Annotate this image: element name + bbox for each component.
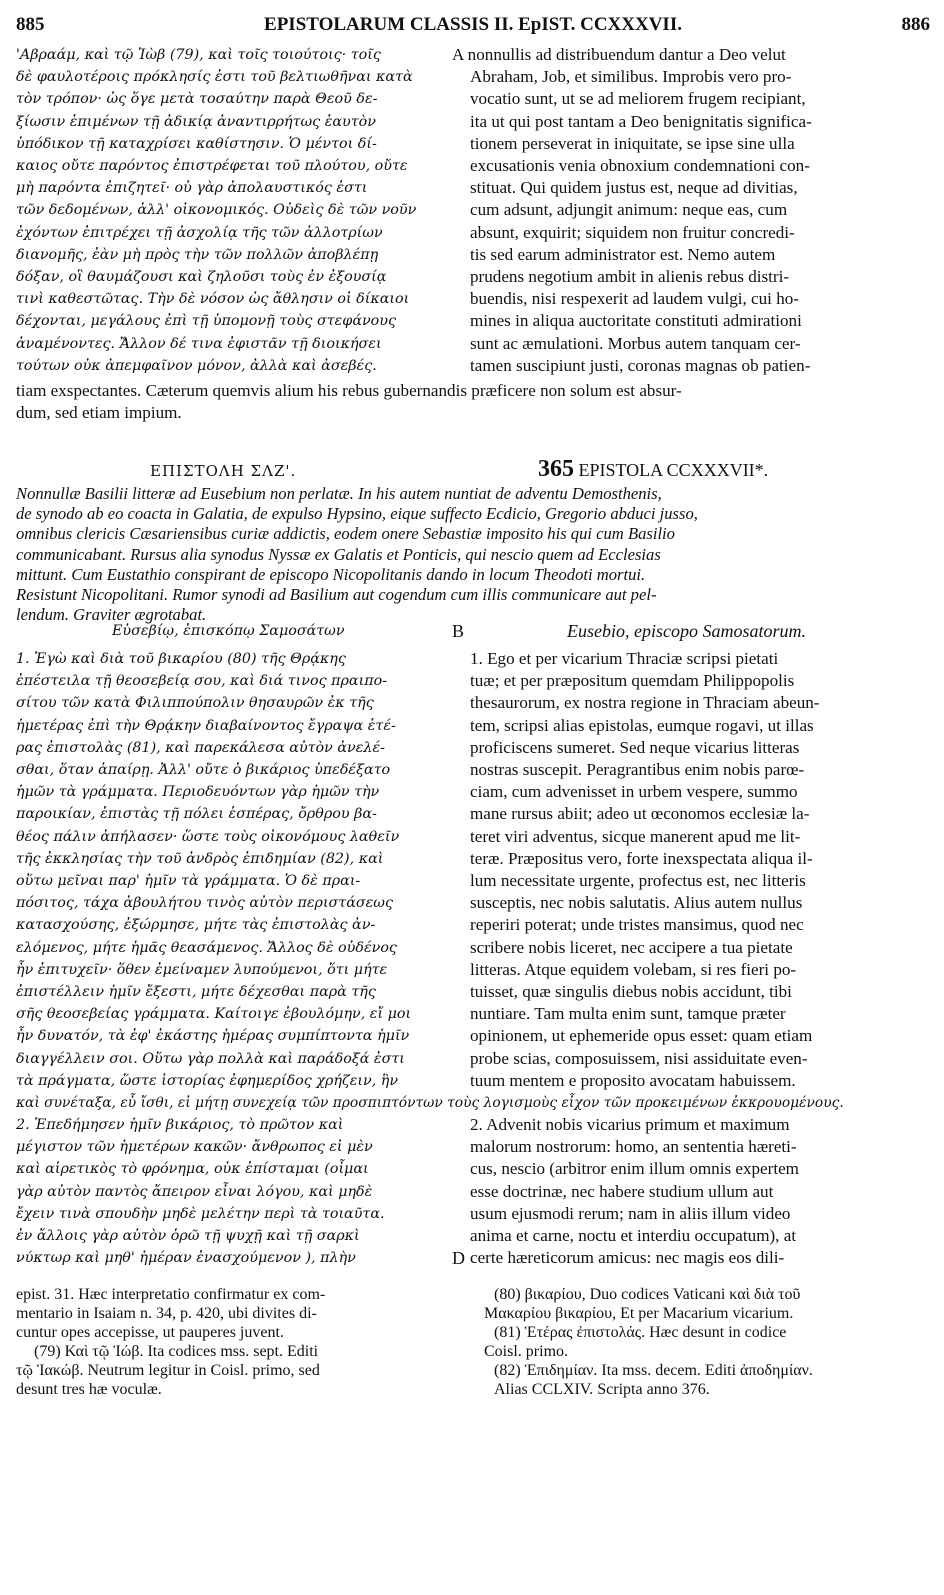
footnote-line: (81) Ἑτέρας ἐπιστολάς. Hæc desunt in codice <box>494 1324 787 1341</box>
summary-line: communicabant. Rursus alia synodus Nyssæ ex Galatis et Ponticis, qui nescio quem ad Ecclesias <box>16 544 661 564</box>
top-full-width-text <box>16 380 931 424</box>
greek-line: ελόμενος, μήτε ἡμᾶς θεασάμενος. Ἄλλος δὲ οὐδένος <box>16 939 397 956</box>
latin-line: tuum mentem e proposito avocatam habuissem. <box>470 1070 796 1090</box>
latin-line: certe hæreticorum amicus: nec magis eos dili- <box>470 1248 785 1268</box>
latin-line: tamen suscipiunt justi, coronas magnas ob patien- <box>470 355 811 375</box>
latin-line: tis sed earum administrator est. Nemo autem <box>470 244 776 264</box>
greek-line: ἐπέστειλα τῇ θεοσεβείᾳ σου, καὶ διά τινος πραιπο- <box>16 673 388 690</box>
latin-line: reperiri poterat; unde tristes mansimus, quod nec <box>470 915 804 935</box>
footnote-line: τῷ Ἰακώβ. Neutrum legitur in Coisl. primo, sed <box>16 1362 320 1379</box>
latin-line: lum necessitate urgente, profectus est, nec litteris <box>470 871 806 891</box>
greek-line: τούτων οὐκ ἀπεμφαῖνον μόνον, ἀλλὰ καὶ ἀσεβές. <box>16 357 377 374</box>
greek-line: οὕτω μεῖναι παρ' ἡμῖν τὰ γράμματα. Ὁ δὲ πραι- <box>16 873 361 890</box>
latin-line: tem, scripsi alias epistolas, eumque rogavi, ut illas <box>470 715 814 735</box>
latin-line: mane rursus abiit; adeo ut œconomos ecclesiæ la- <box>470 804 810 824</box>
latin-line: tuæ; et per præpositum quemdam Philippopolis <box>470 671 795 691</box>
greek-line: σθαι, ὅταν ἀπαίρῃ. Ἀλλ' οὔτε ὁ βικάριος ὑπεδέξατο <box>16 762 391 779</box>
latin-letter-title <box>538 456 768 483</box>
latin-line: esse doctrinæ, nec habere studium ullum aut <box>470 1181 774 1201</box>
body-greek-column-2 <box>16 1114 458 1269</box>
latin-address: Eusebio, episcopo Samosatorum. <box>567 621 806 641</box>
greek-line: τινὶ καθεστῶτας. Τὴν δὲ νόσον ὡς ἄθλησιν οἱ δίκαιοι <box>16 291 410 308</box>
margin-marker-d: D <box>452 1248 465 1268</box>
footnotes-left <box>16 1285 456 1399</box>
greek-line: ρας ἐπιστολὰς (81), καὶ παρεκάλεσα αὐτὸν ἀνελέ- <box>16 739 385 756</box>
footnote-line: Coisl. primo. <box>484 1343 569 1360</box>
latin-line: tiam exspectantes. Cæterum quemvis alium his rebus gubernandis præficere non solum est absur- <box>16 381 682 400</box>
greek-line: ἐχόντων ἐπιτρέχει τῇ ἀσχολίᾳ τῆς τῶν ἀλλοτρίων <box>16 224 383 241</box>
latin-line: dum, sed etiam impium. <box>16 403 182 422</box>
latin-line: buendis, nisi respexerit ad laudem vulgi, cui ho- <box>470 289 799 309</box>
body-latin-column-2 <box>470 1114 930 1269</box>
latin-line: teræ. Præpositus vero, forte inexspectata aliqua il- <box>470 848 813 868</box>
latin-line: litteras. Atque equidem volebam, si res fieri po- <box>470 959 797 979</box>
footnote-line: desunt tres hæ voculæ. <box>16 1381 162 1398</box>
greek-line: παροικίαν, ἐπιστὰς τῇ πόλει ἑσπέρας, ὄρθρου βα- <box>16 806 377 823</box>
summary-line: Resistunt Nicopolitani. Rumor synodi ad Basilium aut cogendum cum illis communicare aut pel- <box>16 585 657 605</box>
greek-line: μέγιστον τῶν ἡμετέρων κακῶν· ἄνθρωπος εἰ μὲν <box>16 1139 373 1156</box>
greek-line: νύκτωρ καὶ μηθ' ἡμέραν ἐνασχούμενον ), πλὴν <box>16 1250 356 1267</box>
greek-line: καὶ αἱρετικὸς τὸ φρόνημα, οὐκ ἐπίσταμαι (οἶμαι <box>16 1161 369 1178</box>
page-number-left: 885 <box>16 14 45 35</box>
margin-marker-b: B <box>452 621 465 641</box>
latin-line: 2. Advenit nobis vicarius primum et maximum <box>470 1115 790 1134</box>
summary-line: omnibus clericis Cæsariensibus curiæ addictis, eodem onere Sebastiæ imposito his qui cum Basilio <box>16 524 675 544</box>
column-number: 365 <box>538 456 574 482</box>
summary-line: lendum. Graviter ægrotabat. <box>16 605 207 625</box>
latin-line: tuisset, quæ singulis diebus nobis accidunt, tibi <box>470 982 792 1002</box>
latin-line: stituat. Qui quidem justus est, neque ad divitias, <box>470 178 798 198</box>
summary-line: de synodo ab eo coacta in Galatia, de expulso Hypsino, eique suffecto Ecdicio, Gregorio abduci jusso, <box>16 504 698 524</box>
greek-line: σῆς θεοσεβείας γράμματα. Καίτοιγε ἐβουλόμην, εἴ μοι <box>16 1006 412 1023</box>
latin-line: malorum nostrorum: homo, an sententia hæreti- <box>470 1137 797 1157</box>
footnote-line: (80) βικαρίου, Duo codices Vaticani καὶ διὰ τοῦ <box>494 1286 801 1303</box>
greek-line: σίτου τῶν κατὰ Φιλιππούπολιν θησαυρῶν ἐκ τῆς <box>16 695 374 712</box>
greek-line: 1. Ἐγὼ καὶ διὰ τοῦ βικαρίου (80) τῆς Θρᾴκης <box>16 651 346 667</box>
greek-line: τῶν δεδομένων, ἀλλ' οἰκονομικός. Οὐδεὶς δὲ τῶν νοῦν <box>16 202 417 219</box>
greek-line: 'Αβραάμ, καὶ τῷ Ἰὼβ (79), καὶ τοῖς τοιούτοις· τοῖς <box>16 47 381 63</box>
greek-line: κατασχούσης, ἐξώρμησε, μήτε τὰς ἐπιστολὰς ἀν- <box>16 917 376 934</box>
greek-line: ξίωσιν ἐπιμένων τῇ ἀδικίᾳ ἀναντιρρήτως ἑαυτὸν <box>16 113 376 130</box>
latin-line: A nonnullis ad distribuendum dantur a Deo velut <box>452 45 786 64</box>
greek-line: διαγγέλλειν σοι. Οὕτω γὰρ πολλὰ καὶ παράδοξά ἐστι <box>16 1050 405 1067</box>
latin-title-text: EPISTOLA CCXXXVII*. <box>578 460 769 480</box>
greek-line: γὰρ αὐτὸν παντὸς ἄπειρον εἶναι λόγου, καὶ μηδὲ <box>16 1183 373 1200</box>
latin-line: probe scias, composuissem, nisi assiduitate even- <box>470 1048 808 1068</box>
greek-line: τῆς ἐκκλησίας τὴν τοῦ ἀνδρὸς ἐπιδημίαν (82), καὶ <box>16 850 384 867</box>
greek-line: ἔχειν τινὰ σπουδὴν μηδὲ μελέτην περὶ τὰ τοιαῦτα. <box>16 1205 385 1222</box>
page-number-right: 886 <box>901 14 930 35</box>
top-greek-column <box>16 44 458 377</box>
latin-line: nuntiare. Tam multa enim sunt, tamque præter <box>470 1004 786 1024</box>
latin-line: susceptis, nec nobis salutatis. Alius autem nullus <box>470 893 803 913</box>
summary-line: mittunt. Cum Eustathio conspirant de episcopo Nicopolitanis dando in locum Theodoti mortui. <box>16 564 646 584</box>
latin-line: teret viri adventus, sicque manerent apud me lit- <box>470 826 801 846</box>
latin-line: thesaurorum, ex nostra regione in Thraciam abeun- <box>470 693 820 713</box>
latin-line: cus, nescio (arbitror enim illum omnis expertem <box>470 1159 799 1179</box>
body-greek-column <box>16 648 458 1092</box>
running-title: EPISTOLARUM CLASSIS II. EpIST. CCXXXVII. <box>264 14 682 35</box>
latin-line: ciam, cum advenisset in urbem vespere, summo <box>470 782 798 802</box>
greek-wide-line <box>16 1092 931 1114</box>
latin-line: scribere nobis liceret, nec accipere a tua pietate <box>470 937 793 957</box>
letter-summary <box>16 484 931 625</box>
latin-line: proficiscens sumeret. Sed neque vicarius litteras <box>470 737 800 757</box>
greek-line: δέχονται, μεγάλους ἐπὶ τῇ ὑπομονῇ τοὺς στεφάνους <box>16 313 396 330</box>
footnote-line: Μακαρίου βικαρίου, Et per Macarium vicarium. <box>484 1305 794 1322</box>
latin-line: nostras suscepit. Peragrantibus enim nobis parœ- <box>470 760 805 780</box>
latin-line: absunt, exquirit; siquidem non fruitur concredi- <box>470 222 795 242</box>
body-latin-column <box>470 648 930 1092</box>
greek-line: ἐπιστέλλειν ἡμῖν ἔξεστι, μήτε δέχεσθαι παρὰ τῆς <box>16 984 376 1001</box>
greek-line: τὰ πράγματα, ὥστε ἱστορίας ἐφημερίδος χρήζειν, ἣν <box>16 1072 399 1089</box>
greek-line: ἡμετέρας ἐπὶ τὴν Θρᾴκην διαβαίνοντος ἔγραψα ἑτέ- <box>16 717 396 734</box>
latin-line: cum adsunt, adjungit animum: neque eas, cum <box>470 200 788 220</box>
greek-line: ἀναμένοντες. Ἄλλον δέ τινα ἐφιστᾶν τῇ διοικήσει <box>16 335 382 352</box>
latin-line: usum ejusmodi rerum; nam in aliis illum video <box>470 1203 791 1223</box>
greek-line: ἦν ἐπιτυχεῖν· ὅθεν ἐμείναμεν λυπούμενοι, ὅτι μήτε <box>16 961 388 978</box>
greek-line: θέος πάλιν ἀπήλασεν· ὥστε τοὺς οἰκονόμους λαθεῖν <box>16 828 400 845</box>
latin-line: Abraham, Job, et similibus. Improbis vero pro- <box>470 67 792 87</box>
latin-line: ita ut qui post tantam a Deo benignitatis significa- <box>470 111 812 131</box>
latin-line: excusationis venia obnoxium condemnationi con- <box>470 156 810 176</box>
footnotes-right <box>484 1285 930 1399</box>
footnote-line: mentario in Isaiam n. 34, p. 420, ubi divites di- <box>16 1305 317 1322</box>
greek-line: ἦν δυνατόν, τὰ ἐφ' ἑκάστης ἡμέρας συμπίπτοντα ἡμῖν <box>16 1028 410 1045</box>
greek-line: τὸν τρόπον· ὡς ὅγε μετὰ τοσαύτην παρὰ Θεοῦ δε- <box>16 91 378 108</box>
greek-line: ἡμῶν τὰ γράμματα. Περιοδευόντων γὰρ ἡμῶν τὴν <box>16 784 380 801</box>
latin-line: opinionem, ut ephemeride opus esset: quam etiam <box>470 1026 813 1046</box>
greek-line: καιος οὔτε παρόντος ἐπιστρέφεται τοῦ πλούτου, οὔτε <box>16 158 408 175</box>
page-header <box>16 14 930 40</box>
greek-address: Εὐσεβίῳ, ἐπισκόπῳ Σαμοσάτων <box>112 623 345 639</box>
footnote-line: cuntur opes accepisse, ut pauperes juvent. <box>16 1324 284 1341</box>
greek-line: δόξαν, οἳ θαυμάζουσι καὶ ζηλοῦσι τοὺς ἐν ἐξουσίᾳ <box>16 269 387 286</box>
latin-line: 1. Ego et per vicarium Thraciæ scripsi pietati <box>470 649 779 668</box>
greek-line: ἐν ἄλλοις γὰρ αὐτὸν ὁρῶ τῇ ψυχῇ καὶ τῇ σαρκὶ <box>16 1228 360 1245</box>
greek-line: ὑπόδικον τῇ καταχρίσει καθίστησιν. Ὁ μέντοι δί- <box>16 135 377 152</box>
latin-line: tionem perseverat in iniquitate, se ipse sine ulla <box>470 133 795 153</box>
greek-line: 2. Ἐπεδήμησεν ἡμῖν βικάριος, τὸ πρῶτον καὶ <box>16 1117 344 1133</box>
summary-line: Nonnullæ Basilii litteræ ad Eusebium non perlatæ. In his autem nuntiat de adventu Demosthenis, <box>16 484 662 503</box>
latin-line: sunt ac æmulationi. Morbus autem tanquam cer- <box>470 333 801 353</box>
footnote-line: (79) Καὶ τῷ Ἰώβ. Ita codices mss. sept. Editi <box>34 1343 319 1360</box>
latin-line: prudens negotium ambit in alienis rebus distri- <box>470 267 790 287</box>
greek-line: δὲ φαυλοτέροις πρόκλησίς ἐστι τοῦ βελτιωθῆναι κατὰ <box>16 69 413 86</box>
footnote-line: Alias CCLXIV. Scripta anno 376. <box>494 1381 710 1398</box>
top-latin-column <box>452 44 930 377</box>
greek-line: καὶ συνέταξα, εὖ ἴσθι, εἰ μήτῃ συνεχείᾳ τῶν προσπιπτόντων τοὺς λογισμοὺς εἶχον τῶν προκειμένων ἐκκρουομένους. <box>16 1095 844 1111</box>
greek-line: πόσιτος, τάχα ἀβουλήτου τινὸς αὐτὸν περιστάσεως <box>16 895 393 912</box>
greek-line: διανομῆς, ἐὰν μὴ πρὸς τὴν τῶν πολλῶν ἀποβλέπῃ <box>16 246 379 263</box>
greek-letter-title: ΕΠΙΣΤΟΛΗ ΣΛΖ'. <box>150 462 297 480</box>
greek-line: μὴ παρόντα ἐπιζητεῖ· οὐ γὰρ ἀπολαυστικός ἐστι <box>16 180 368 197</box>
footnote-line: (82) Ἐπιδημίαν. Ita mss. decem. Editi ἀποδημίαν. <box>494 1362 813 1379</box>
latin-line: mines in aliqua auctoritate constituti admirationi <box>470 311 802 331</box>
latin-line: vocatio sunt, ut se ad meliorem frugem recipiant, <box>470 89 806 109</box>
latin-line: anima et carne, noctu et interdiu occupatum), at <box>470 1226 797 1246</box>
footnote-line: epist. 31. Hæc interpretatio confirmatur ex com- <box>16 1286 326 1303</box>
